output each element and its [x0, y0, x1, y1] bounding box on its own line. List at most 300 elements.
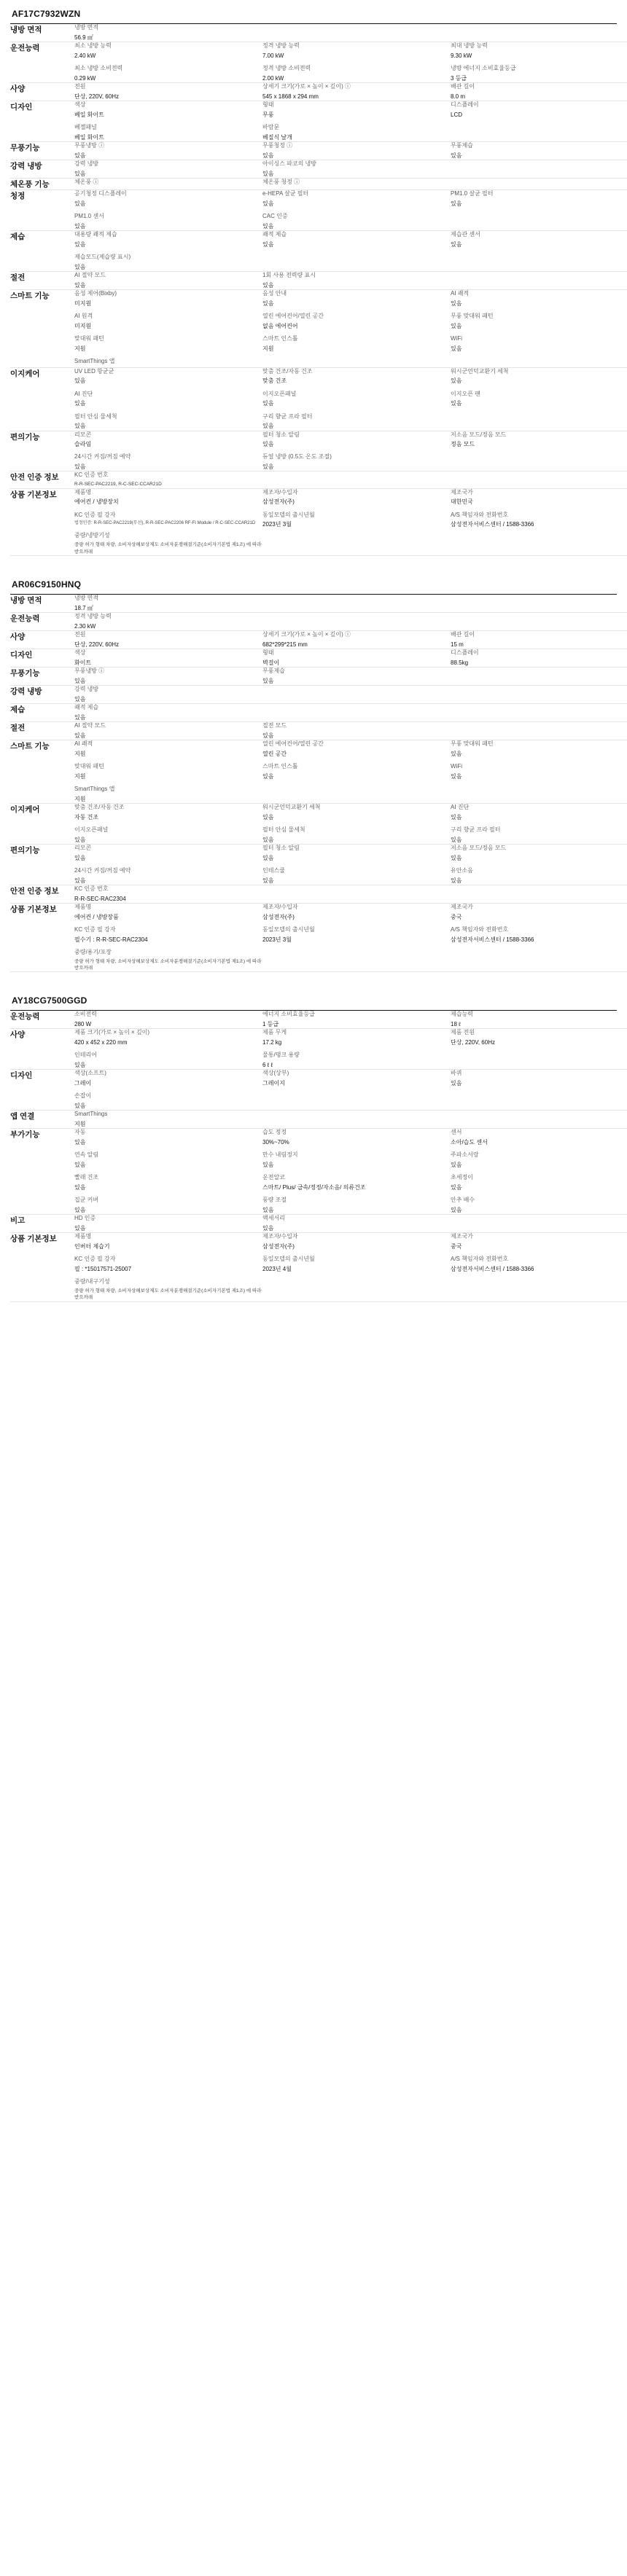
spec-item: [74, 904, 262, 921]
spec-item-label: 색상(상부): [262, 1070, 289, 1077]
spec-item-value: 9.30 kW: [451, 52, 472, 59]
spec-column: [451, 740, 627, 803]
spec-item: [262, 1070, 451, 1087]
spec-item: [262, 1129, 451, 1146]
spec-item-value: 단상, 220V, 60Hz: [451, 1039, 495, 1046]
spec-item-label: 구리 향균 프라 필터: [451, 826, 501, 833]
spec-item: [262, 1215, 451, 1232]
spec-category: 절전: [10, 271, 74, 289]
spec-item-label: 맞춤 건조/자동 건조: [262, 367, 313, 375]
spec-column: [262, 613, 451, 631]
spec-item-label: 전원: [74, 82, 86, 90]
spec-category: 운전능력: [10, 613, 74, 631]
spec-item-value: 있음: [262, 423, 274, 430]
spec-item-label: 냉방 면적: [74, 24, 99, 31]
spec-item-label: 체온풍 청정 ⓘ: [262, 178, 300, 185]
spec-item-label: 센서: [451, 1129, 462, 1136]
spec-row: [10, 160, 627, 178]
spec-item: [262, 413, 451, 431]
spec-item-value: 6 ℓ ℓ: [262, 1062, 273, 1069]
spec-item: [262, 231, 451, 248]
spec-item: [262, 83, 451, 101]
spec-item-label: 인테리어: [74, 1052, 97, 1059]
spec-item-value: 420 x 452 x 220 mm: [74, 1039, 128, 1046]
spec-category: 사양: [10, 82, 74, 101]
spec-item-label: 대용량 쾌적 제습: [74, 230, 117, 238]
spec-item-value: 있음: [451, 750, 462, 757]
spec-column: [74, 613, 262, 631]
spec-column: [451, 82, 627, 101]
spec-item: [262, 631, 451, 649]
spec-item: [262, 826, 451, 844]
spec-item: [74, 431, 262, 449]
spec-item-value: 중국: [451, 1243, 462, 1250]
spec-column: [262, 1029, 451, 1070]
spec-item-value: 있음: [451, 1184, 462, 1191]
spec-item-label: 색상: [74, 649, 86, 657]
spec-item: [262, 1174, 451, 1191]
spec-item: [262, 845, 451, 862]
spec-column: [262, 101, 451, 141]
spec-column: [451, 141, 627, 160]
spec-item: [451, 904, 627, 921]
spec-column: [262, 271, 451, 289]
spec-column: [74, 24, 262, 42]
spec-item-value: 삼성전자서비스센터 / 1588-3366: [451, 521, 534, 528]
spec-column: [74, 1129, 262, 1215]
spec-column: [74, 1111, 262, 1129]
spec-item: [451, 101, 627, 119]
spec-item: [262, 804, 451, 821]
spec-item-value: 에어컨 / 냉방장품: [74, 913, 119, 920]
spec-column: [451, 160, 627, 178]
spec-column: [451, 1070, 627, 1111]
spec-item-label: 무풍냉방 ⓘ: [74, 668, 105, 675]
spec-item-value: 삼성전자(주): [262, 1243, 295, 1250]
spec-item-label: PM1.0 살균 필터: [451, 189, 494, 197]
spec-item: [451, 867, 627, 885]
spec-item-label: 스마트 인스톨: [262, 334, 298, 342]
spec-item: [451, 190, 627, 208]
spec-item: [262, 213, 451, 230]
spec-item-label: 에너지 소비효율등급: [262, 1011, 315, 1018]
spec-item-value: 18.7 ㎡: [74, 604, 93, 611]
spec-item-label: AI 원격: [74, 312, 93, 319]
spec-category: 무풍기능: [10, 668, 74, 686]
spec-row: [10, 631, 627, 649]
spec-column: [451, 885, 627, 903]
spec-item-label: 색상: [74, 101, 86, 108]
spec-item: [451, 142, 627, 160]
spec-category: 안전 인증 정보: [10, 885, 74, 903]
spec-item-value: 2023년 3월: [262, 521, 292, 528]
spec-item-value: 열린 공간: [262, 750, 287, 757]
spec-item-value: 있음: [74, 1062, 86, 1069]
spec-item-label: 상세기 크기(가로 × 높이 × 깊이) ⓘ: [262, 82, 351, 90]
spec-item: [74, 231, 262, 248]
spec-item-value: 법정인증: R-R-SEC-PAC2219(무선), R-R-SEC-PAC2206 RF-FI Module / R-C-SEC-CCAR21D: [74, 521, 256, 526]
spec-row: [10, 1233, 627, 1302]
spec-item: [451, 1256, 627, 1273]
spec-item-label: KC 인증 필 강자: [74, 1256, 116, 1263]
spec-item-label: 쾌적 제습: [74, 704, 99, 711]
spec-item-label: 제품명: [74, 488, 92, 496]
spec-category: 사양: [10, 1029, 74, 1070]
spec-category: 사양: [10, 631, 74, 649]
spec-item-label: 절전 모드: [262, 722, 287, 729]
spec-row: [10, 431, 627, 471]
spec-category: 제습: [10, 704, 74, 722]
spec-item-value: 있음: [74, 1139, 86, 1146]
spec-category: 앱 연결: [10, 1111, 74, 1129]
spec-item-value: 필수기 : R-R-SEC-RAC2304: [74, 936, 148, 943]
spec-column: [74, 42, 262, 82]
spec-item: [262, 190, 451, 208]
spec-item-value: 있음: [74, 1162, 86, 1169]
spec-item: [451, 1011, 627, 1028]
spec-row: [10, 471, 627, 488]
spec-item: [451, 826, 627, 844]
spec-item-value: 88.5kg: [451, 659, 469, 666]
spec-item-label: 제품 무게: [262, 1029, 287, 1036]
spec-item-label: 필터 안심 물세척: [262, 826, 305, 833]
spec-item: [74, 786, 262, 803]
spec-item-label: 상세기 크기(가로 × 높이 × 깊이) ⓘ: [262, 631, 351, 638]
spec-item-label: 무풍제습: [262, 668, 285, 675]
spec-column: [74, 1029, 262, 1070]
spec-item-label: 필터 청소 알림: [262, 431, 300, 438]
spec-item-value: 있음: [451, 1162, 462, 1169]
spec-item-label: 제조자/수입자: [262, 1233, 298, 1240]
spec-row: [10, 1070, 627, 1111]
spec-item-label: AI 절약 모드: [74, 722, 106, 729]
spec-item: [74, 1215, 262, 1232]
spec-category: 편의기능: [10, 431, 74, 471]
spec-item: [262, 272, 451, 289]
spec-item: [451, 926, 627, 944]
spec-item: [262, 649, 451, 667]
spec-item-label: 쾌적 제습: [262, 230, 287, 238]
spec-item-value: 2023년 3월: [262, 936, 292, 943]
spec-category: 이지케어: [10, 803, 74, 844]
spec-item-label: 24시간 켜짐/꺼짐 예약: [74, 453, 131, 461]
spec-row: [10, 1111, 627, 1129]
spec-item-value: R-R-SEC-PAC2219, R-C-SEC-CCAR21D: [74, 482, 162, 488]
spec-item-value: 2.00 kW: [262, 74, 284, 82]
spec-item-value: 있음: [451, 836, 462, 843]
spec-column: [74, 271, 262, 289]
spec-item-value: 2023년 4월: [262, 1266, 292, 1273]
spec-column: [451, 803, 627, 844]
spec-category: 냉방 면적: [10, 595, 74, 612]
spec-item: [262, 391, 451, 408]
spec-item-label: 유안소음: [451, 866, 473, 874]
spec-item: [451, 1129, 627, 1146]
spec-item-label: 무풍냉방 ⓘ: [74, 141, 105, 149]
spec-item: [74, 1070, 262, 1087]
spec-row: [10, 367, 627, 431]
spec-item: [262, 1011, 451, 1028]
spec-category: 냉방 면적: [10, 24, 74, 42]
spec-column: [262, 803, 451, 844]
spec-column: [451, 289, 627, 367]
spec-item: [262, 926, 451, 944]
spec-item-value: 있음: [451, 877, 462, 884]
spec-column: [262, 141, 451, 160]
spec-item-label: CAC 인증: [262, 212, 288, 219]
spec-item: [451, 763, 627, 780]
spec-column: [74, 885, 262, 903]
spec-item: [74, 160, 262, 178]
spec-column: [451, 431, 627, 471]
spec-item-value: 17.2 kg: [262, 1039, 282, 1046]
spec-item-value: 있음: [74, 854, 86, 861]
spec-category: 운전능력: [10, 42, 74, 82]
spec-item-label: A/S 책임자와 전화번호: [451, 1256, 509, 1263]
spec-item-label: 동일모델의 출시년월: [262, 925, 315, 933]
spec-item: [262, 453, 451, 471]
spec-item: [262, 1256, 451, 1273]
spec-row: [10, 1129, 627, 1215]
spec-category: 강력 냉방: [10, 686, 74, 704]
spec-column: [451, 1029, 627, 1070]
spec-item-label: 풍량 조절: [262, 1197, 287, 1204]
spec-item-label: 스마트 인스톨: [262, 762, 298, 770]
spec-item-value: 인버터 제습기: [74, 1243, 110, 1250]
spec-column: [262, 1129, 451, 1215]
spec-row: [10, 1011, 627, 1028]
spec-item-label: 저소음 모드/정음 모드: [451, 844, 507, 851]
spec-row: [10, 101, 627, 141]
spec-item: [451, 290, 627, 308]
spec-column: [74, 141, 262, 160]
spec-item: [74, 290, 262, 308]
spec-item-value: 있음: [74, 281, 86, 289]
spec-item-value: 있음: [262, 772, 274, 780]
spec-item-value: 있음: [74, 1103, 86, 1110]
spec-column: [262, 722, 451, 740]
spec-item-label: 냉방 에너지 소비효율등급: [451, 64, 516, 71]
spec-item-value: 0.29 kW: [74, 74, 96, 82]
spec-item-value: 에어컨 / 냉방장치: [74, 498, 119, 506]
spec-item-value: 있음: [451, 772, 462, 780]
spec-column: [74, 1011, 262, 1028]
spec-item-value: 있음: [74, 152, 86, 159]
spec-item-label: AI 진단: [451, 803, 470, 810]
spec-column: [262, 686, 451, 704]
spec-item: [262, 1233, 451, 1250]
spec-item: [262, 668, 451, 685]
spec-column: [74, 189, 262, 230]
spec-item: [74, 1129, 262, 1146]
spec-category: 디자인: [10, 101, 74, 141]
spec-item-label: 워시군언덕교환기 세척: [451, 367, 509, 375]
spec-row: [10, 686, 627, 704]
spec-item-label: 무풍청정 ⓘ: [262, 141, 293, 149]
spec-table: [10, 1011, 627, 1301]
spec-item-label: A/S 책임자와 전화번호: [451, 511, 509, 518]
spec-item-label: 안추 배수: [451, 1197, 475, 1204]
spec-item-value: 56.9 ㎡: [74, 34, 93, 41]
spec-item: [74, 1092, 262, 1110]
spec-column: [451, 42, 627, 82]
spec-item: [74, 949, 262, 972]
spec-item-value: 있음: [451, 322, 462, 329]
spec-item-label: 1회 사용 전력량 표시: [262, 271, 316, 278]
spec-table: [10, 24, 627, 556]
spec-category: 무풍기능: [10, 141, 74, 160]
spec-category: 상품 기본정보: [10, 903, 74, 972]
spec-item: [74, 1233, 262, 1250]
spec-item-value: 있음: [451, 1080, 462, 1087]
spec-item: [74, 1011, 262, 1028]
spec-item: [262, 335, 451, 353]
spec-item: [262, 160, 451, 178]
spec-item-label: 강력 냉방: [74, 160, 99, 167]
spec-column: [262, 1233, 451, 1302]
spec-column: [451, 101, 627, 141]
spec-item: [74, 613, 262, 630]
spec-item-value: 있음: [74, 836, 86, 843]
spec-item-value: 있음: [74, 423, 86, 430]
spec-item-label: 제조자/수입자: [262, 903, 298, 910]
spec-column: [262, 82, 451, 101]
spec-item: [262, 290, 451, 308]
spec-column: [74, 471, 262, 488]
spec-column: [451, 1233, 627, 1302]
spec-item-value: 있음: [74, 463, 86, 471]
spec-category: 이지케어: [10, 367, 74, 431]
spec-column: [262, 1215, 451, 1233]
spec-item-value: 있음: [262, 300, 274, 307]
spec-item: [74, 595, 262, 612]
spec-row: [10, 595, 627, 612]
spec-row: [10, 613, 627, 631]
spec-item-value: 있음: [451, 813, 462, 821]
spec-item: [74, 1151, 262, 1169]
spec-column: [451, 613, 627, 631]
spec-column: [451, 189, 627, 230]
spec-column: [74, 1215, 262, 1233]
spec-column: [451, 488, 627, 555]
spec-item: [74, 1174, 262, 1191]
spec-item-value: 있음: [451, 1207, 462, 1214]
spec-row: [10, 289, 627, 367]
spec-item-label: 중량/냉방기성: [74, 532, 110, 539]
spec-item: [451, 431, 627, 449]
spec-item-label: 빨래 건조: [74, 1174, 99, 1181]
spec-column: [451, 1129, 627, 1215]
spec-item-value: 8.0 m: [451, 93, 466, 100]
spec-column: [451, 24, 627, 42]
spec-item: [451, 512, 627, 529]
spec-category: 상품 기본정보: [10, 1233, 74, 1302]
spec-column: [262, 844, 451, 885]
spec-item-value: 있음: [451, 152, 462, 159]
spec-item-label: PM1.0 센서: [74, 212, 104, 219]
spec-column: [262, 160, 451, 178]
product-block: [10, 4, 617, 556]
spec-item-value: 있음: [451, 377, 462, 385]
spec-item: [262, 313, 451, 330]
spec-item-label: 제습능력: [451, 1011, 473, 1018]
spec-item: [262, 1197, 451, 1214]
spec-item-value: 있음: [451, 200, 462, 207]
spec-item: [262, 1029, 451, 1046]
spec-item-label: 물통/탱크 용량: [262, 1052, 300, 1059]
spec-item: [451, 42, 627, 60]
spec-item-value: 소아/습도 센서: [451, 1139, 488, 1146]
spec-item-value: 있음: [74, 240, 86, 248]
spec-item-value: LCD: [451, 111, 463, 118]
spec-column: [262, 631, 451, 649]
spec-item-label: 자동: [74, 1129, 86, 1136]
spec-row: [10, 230, 627, 271]
spec-item-label: 형태: [262, 101, 274, 108]
spec-item-label: 제조국가: [451, 1233, 473, 1240]
spec-category: 안전 인증 정보: [10, 471, 74, 488]
spec-item-label: 맞춤 건조/자동 건조: [74, 803, 125, 810]
spec-item: [451, 1151, 627, 1169]
spec-item: [74, 65, 262, 82]
spec-column: [74, 82, 262, 101]
spec-item-label: 음성 안내: [262, 289, 287, 297]
spec-item-value: 있음: [262, 836, 274, 843]
spec-column: [74, 595, 262, 612]
spec-item-value: 15 m: [451, 641, 464, 648]
spec-item-value: 베일 화이트: [74, 111, 104, 118]
spec-item-label: 이지오픈패널: [74, 826, 109, 833]
spec-item-value: 있음: [451, 400, 462, 407]
spec-item: [74, 1197, 262, 1214]
spec-item-value: 있음: [74, 732, 86, 739]
spec-item-label: A/S 책임자와 전화번호: [451, 925, 509, 933]
spec-column: [74, 289, 262, 367]
spec-item-value: 있음: [262, 1225, 274, 1232]
spec-column: [262, 431, 451, 471]
spec-item-label: 무풍제습: [451, 141, 473, 149]
spec-column: [262, 668, 451, 686]
spec-item-label: 최소 냉방 능력: [74, 42, 112, 49]
spec-item: [74, 368, 262, 385]
spec-column: [74, 686, 262, 704]
spec-category: 절전: [10, 722, 74, 740]
spec-item-value: 있음: [262, 813, 274, 821]
spec-item-value: 있음: [74, 222, 86, 230]
spec-item-value: 있음: [451, 300, 462, 307]
spec-column: [262, 740, 451, 803]
spec-item: [451, 1174, 627, 1191]
spec-item-label: 리모콘: [74, 431, 92, 438]
spec-item-value: 있음: [262, 677, 274, 684]
spec-item: [74, 471, 262, 488]
spec-item-value: 있음: [74, 713, 86, 721]
spec-item: [262, 65, 451, 82]
spec-item: [451, 391, 627, 408]
spec-item: [451, 489, 627, 506]
spec-item-label: 액세서리: [262, 1215, 285, 1222]
spec-item-label: 냉방 면적: [74, 595, 99, 602]
spec-category: 체온풍 기능: [10, 178, 74, 189]
spec-item-label: 정격 냉방 능력: [262, 42, 300, 49]
spec-item-value: 있음: [262, 200, 274, 207]
spec-item-value: 벽걸이: [262, 659, 280, 666]
spec-item-label: AI 쾌적: [74, 740, 93, 747]
spec-item-label: 공기청정 디스플레이: [74, 189, 127, 197]
spec-item-label: 제조국가: [451, 488, 473, 496]
spec-item: [74, 1256, 262, 1273]
spec-item-value: 있음: [262, 240, 274, 248]
